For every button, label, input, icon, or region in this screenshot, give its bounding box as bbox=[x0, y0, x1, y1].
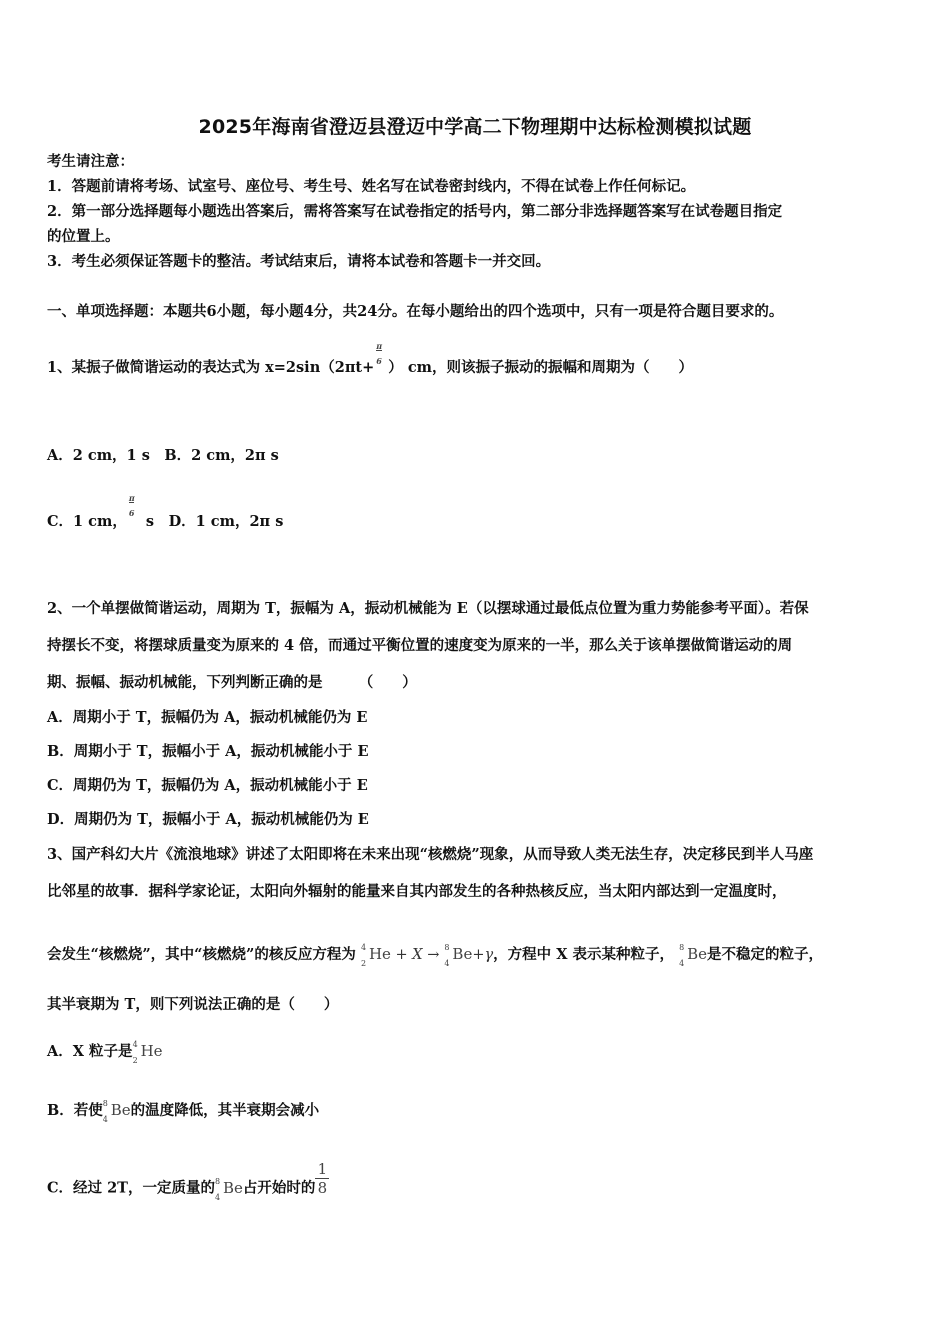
beryllium-8-symbol bbox=[444, 943, 473, 968]
q3-option-c-part-a: C．经过 2T，一定质量的 bbox=[47, 1179, 215, 1197]
helium-4-symbol bbox=[132, 1040, 163, 1065]
q3-stem-equation-line bbox=[47, 943, 823, 968]
q3-option-a-text: A．X 粒子是 bbox=[47, 1043, 133, 1060]
page-title: 2025年海南省澄迈县澄迈中学高二下物理期中达标检测模拟试题 bbox=[198, 116, 752, 138]
q3-option-b-part-b: 的温度降低，其半衰期会减小 bbox=[130, 1102, 320, 1119]
notice-item: 1．答题前请将考场、试室号、座位号、考生号、姓名写在试卷密封线内，不得在试卷上作任何标记。 bbox=[47, 178, 696, 195]
q3-line3-part-a: 会发生“核燃烧”，其中“核燃烧”的核反应方程为 bbox=[47, 946, 356, 963]
q3-option-b bbox=[47, 1099, 320, 1124]
mass-number: 4 bbox=[360, 943, 367, 952]
q1-option-c-part-a: C．1 cm， bbox=[47, 513, 127, 530]
mass-number: 4 bbox=[132, 1040, 138, 1049]
atomic-number: 4 bbox=[214, 1192, 221, 1202]
q1-option-c-part-b: s D．1 cm，2π s bbox=[140, 513, 284, 530]
q2-stem-line: 期、振幅、振动机械能，下列判断正确的是 （ ） bbox=[47, 674, 417, 691]
question-1-stem bbox=[47, 341, 694, 378]
mass-number: 8 bbox=[102, 1099, 108, 1108]
q3-stem-line: 比邻星的故事．据科学家论证，太阳向外辐射的能量来自其内部发生的各种热核反应，当太阳内部达到一定温度时， bbox=[47, 883, 787, 900]
atomic-number: 2 bbox=[360, 959, 367, 968]
q3-stem-line: 3、国产科幻大片《流浪地球》讲述了太阳即将在未来出现“核燃烧”现象，从而导致人类无法生存，决定移民到半人马座 bbox=[47, 846, 814, 863]
q1-options-cd bbox=[47, 493, 284, 532]
fraction-denominator: 6 bbox=[376, 350, 382, 371]
atomic-number: 4 bbox=[444, 959, 450, 968]
q1-options-ab: A．2 cm，1 s B．2 cm，2π s bbox=[47, 447, 279, 464]
element-symbol: He bbox=[368, 945, 391, 963]
mass-number: 8 bbox=[679, 943, 685, 952]
notice-item: 2．第一部分选择题每小题选出答案后，需将答案写在试卷指定的括号内，第二部分非选择题答案写在试卷题目指定 bbox=[47, 203, 783, 220]
fraction-denominator: 8 bbox=[317, 1179, 328, 1197]
notice-item: 的位置上。 bbox=[47, 228, 120, 245]
q3-line3-part-c: 是不稳定的粒子， bbox=[706, 946, 823, 963]
fraction-numerator: π bbox=[376, 341, 383, 351]
q3-line3-part-b: ，方程中 X 表示某种粒子， bbox=[493, 946, 675, 963]
q1-stem-part-a: 1、某振子做简谐运动的表达式为 x=2sin（2πt+ bbox=[47, 359, 375, 376]
q2-stem-line: 2、一个单摆做简谐运动，周期为 T，振幅为 A，振动机械能为 E（以摆球通过最低点位置为重力势能参考平面）。若保 bbox=[47, 600, 809, 617]
q3-option-c-part-b: 占开始时的 bbox=[242, 1179, 316, 1197]
pi-over-6-fraction bbox=[374, 341, 388, 378]
q3-option-b-part-a: B．若使 bbox=[47, 1102, 103, 1119]
helium-4-symbol bbox=[360, 943, 391, 968]
element-symbol: Be bbox=[222, 1178, 243, 1197]
notice-item: 3．考生必须保证答题卡的整洁。考试结束后，请将本试卷和答题卡一并交回。 bbox=[47, 253, 551, 270]
atomic-number: 4 bbox=[102, 1115, 108, 1124]
element-symbol: Be bbox=[110, 1101, 131, 1119]
gamma-symbol: +γ bbox=[472, 947, 494, 963]
element-symbol: He bbox=[140, 1042, 163, 1060]
mass-number: 8 bbox=[444, 943, 450, 952]
section-heading: 一、单项选择题：本题共6小题，每小题4分，共24分。在每小题给出的四个选项中，只有一项是符合题目要求的。 bbox=[47, 303, 784, 320]
q3-option-c bbox=[47, 1160, 329, 1207]
beryllium-8-symbol bbox=[102, 1099, 131, 1124]
q1-stem-part-b: ） cm，则该振子振动的振幅和周期为（ ） bbox=[388, 359, 694, 376]
q2-stem-line: 持摆长不变，将摆球质量变为原来的 4 倍，而通过平衡位置的速度变为原来的一半，那么关于该单摆做简谐运动的周 bbox=[47, 637, 793, 654]
fraction-numerator: π bbox=[128, 493, 135, 503]
q2-option-b: B．周期小于 T，振幅小于 A，振动机械能小于 E bbox=[47, 743, 369, 760]
plus-x-arrow: + X → bbox=[390, 947, 440, 963]
q2-option-c: C．周期仍为 T，振幅仍为 A，振动机械能小于 E bbox=[47, 777, 368, 794]
fraction-denominator: 6 bbox=[129, 502, 135, 523]
fraction-numerator: 1 bbox=[317, 1160, 328, 1178]
atomic-number: 2 bbox=[132, 1056, 138, 1065]
q2-option-a: A．周期小于 T，振幅仍为 A，振动机械能仍为 E bbox=[47, 709, 368, 726]
q2-option-d: D．周期仍为 T，振幅小于 A，振动机械能仍为 E bbox=[47, 811, 369, 828]
pi-over-6-fraction bbox=[127, 493, 141, 532]
atomic-number: 4 bbox=[679, 959, 685, 968]
beryllium-8-symbol bbox=[214, 1176, 243, 1202]
notice-heading: 考生请注意： bbox=[47, 153, 134, 170]
mass-number: 8 bbox=[214, 1176, 221, 1186]
element-symbol: Be bbox=[452, 945, 473, 963]
q3-option-a bbox=[47, 1040, 163, 1065]
one-eighth-fraction bbox=[315, 1160, 329, 1197]
q3-stem-line: 其半衰期为 T，则下列说法正确的是（ ） bbox=[47, 996, 339, 1013]
element-symbol: Be bbox=[687, 945, 707, 963]
beryllium-8-symbol bbox=[679, 943, 707, 968]
